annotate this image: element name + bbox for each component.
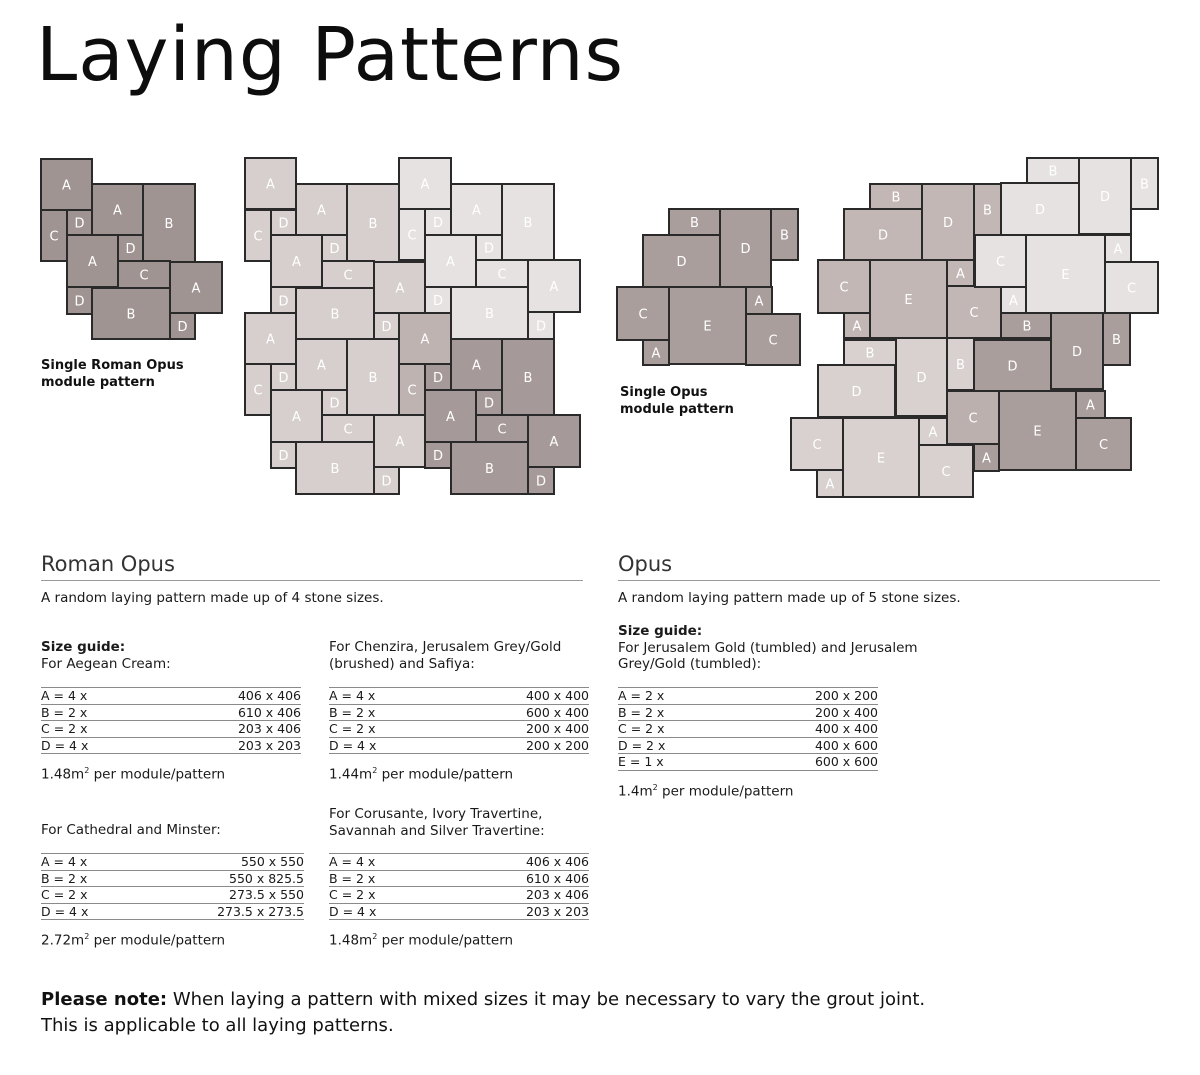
stone-size: 406 x 406: [153, 688, 301, 705]
stone-label: D: [916, 371, 927, 386]
stone-size: 200 x 400: [730, 704, 878, 721]
stone-count: B = 2 x: [329, 870, 441, 887]
stone-label: D: [278, 294, 289, 310]
note-line: [41, 987, 925, 1013]
table-row: [41, 704, 301, 721]
stone-label: E: [1061, 268, 1070, 283]
opus-tiled-diagram: [791, 158, 1158, 497]
stone-label: D: [432, 449, 444, 464]
stone-label: D: [851, 385, 862, 400]
note-label: Please note:: [41, 989, 168, 1010]
size-table-corusante: [329, 853, 589, 920]
stone-size: 400 x 400: [441, 688, 589, 705]
group-heading: For Cathedral and Minster:: [41, 822, 221, 838]
stone-label: A: [549, 435, 559, 450]
table-row: [618, 721, 878, 738]
stone-label: B: [523, 216, 533, 231]
stone-label: A: [1086, 398, 1095, 414]
stone-label: A: [191, 281, 201, 297]
roman-opus-tiled-diagram: [245, 158, 580, 494]
coverage-value: 1.4m: [618, 783, 653, 800]
coverage-text: per module/pattern: [657, 783, 794, 800]
size-table-opus: [618, 687, 878, 771]
stone-label: B: [1022, 319, 1032, 335]
stone-count: D = 4 x: [41, 737, 153, 754]
stone-label: B: [891, 190, 901, 206]
section-divider: [41, 580, 583, 581]
coverage-corusante: [329, 929, 513, 949]
table-row: [41, 887, 304, 904]
table-row: [41, 721, 301, 738]
group-heading: For Corusante, Ivory Travertine,: [329, 806, 543, 822]
stone-label: E: [904, 293, 913, 308]
stone-label: C: [638, 307, 648, 323]
stone-size: 610 x 406: [153, 704, 301, 721]
roman-group-corusante: [329, 806, 545, 839]
stone-label: E: [1033, 424, 1042, 440]
stone-label: A: [1113, 242, 1123, 258]
stone-count: A = 4 x: [329, 688, 441, 705]
stone-label: A: [982, 451, 991, 467]
coverage-value: 2.72m: [41, 932, 85, 949]
stone-label: A: [420, 332, 430, 348]
stone-label: B: [1140, 177, 1149, 193]
roman-group-aegean: [41, 639, 171, 672]
table-row: [329, 721, 589, 738]
size-guide-label: Size guide:: [41, 639, 126, 655]
stone-label: C: [1098, 438, 1109, 453]
roman-description: A random laying pattern made up of 4 stone sizes.: [41, 590, 384, 606]
stone-label: A: [113, 203, 122, 219]
stone-count: B = 2 x: [41, 704, 153, 721]
stone-label: D: [483, 241, 495, 257]
stone-count: D = 4 x: [329, 737, 441, 754]
stone-label: D: [877, 228, 889, 244]
stone-label: C: [969, 306, 979, 321]
coverage-unit-power: 2: [84, 766, 90, 775]
caption-line: module pattern: [41, 375, 155, 390]
coverage-value: 1.48m: [41, 766, 85, 783]
table-row: [618, 754, 878, 771]
stone-label: C: [968, 411, 978, 427]
table-row: [329, 887, 589, 904]
stone-label: D: [432, 216, 444, 231]
stone-count: A = 4 x: [41, 854, 134, 871]
coverage-aegean: [41, 763, 225, 783]
stone-size: 203 x 203: [153, 737, 301, 754]
stone-label: D: [278, 216, 289, 232]
stone-count: E = 1 x: [618, 754, 730, 771]
single-opus-diagram: [617, 209, 800, 365]
caption-line: Single Roman Opus: [41, 358, 184, 373]
stone-label: D: [432, 371, 444, 386]
stone-label: D: [278, 449, 289, 464]
coverage-chenzira: [329, 763, 513, 783]
stone-size: 273.5 x 550: [134, 887, 304, 904]
stone-label: A: [472, 358, 481, 374]
stone-count: A = 4 x: [41, 688, 153, 705]
stone-label: B: [983, 203, 992, 219]
coverage-unit-power: 2: [84, 932, 90, 941]
size-table-chenzira: [329, 687, 589, 754]
stone-label: D: [1007, 359, 1018, 375]
coverage-text: per module/pattern: [377, 932, 514, 949]
size-table-aegean: [41, 687, 301, 754]
stone-label: A: [928, 425, 938, 441]
stone-label: A: [651, 346, 661, 362]
stone-size: 600 x 600: [730, 754, 878, 771]
stone-size: 550 x 825.5: [134, 870, 304, 887]
table-row: [618, 704, 878, 721]
stone-size: 400 x 600: [730, 737, 878, 754]
stone-label: C: [941, 465, 951, 480]
table-row: [41, 854, 304, 871]
stone-label: C: [497, 267, 507, 283]
stone-size: 550 x 550: [134, 854, 304, 871]
stone-label: C: [497, 422, 507, 438]
stone-count: D = 4 x: [41, 903, 134, 920]
stone-label: A: [446, 255, 455, 270]
stone-label: B: [330, 462, 340, 477]
size-table-cathedral: [41, 853, 304, 920]
stone-label: D: [535, 319, 547, 335]
stone-label: C: [839, 280, 849, 296]
stone-label: C: [253, 383, 263, 399]
stone-count: B = 2 x: [329, 704, 441, 721]
stone-count: D = 4 x: [329, 903, 441, 920]
stone-label: C: [343, 268, 353, 284]
stone-count: B = 2 x: [41, 870, 134, 887]
group-heading: (brushed) and Safiya:: [329, 655, 475, 672]
stone-label: A: [292, 410, 301, 425]
stone-count: D = 2 x: [618, 737, 730, 754]
stone-label: D: [381, 474, 392, 490]
stone-label: C: [407, 228, 417, 244]
coverage-cathedral: [41, 929, 225, 949]
stone-label: D: [740, 242, 751, 257]
group-heading: Savannah and Silver Travertine:: [329, 822, 545, 839]
stone-size: 203 x 203: [441, 903, 589, 920]
stone-label: D: [329, 396, 340, 412]
note-line: This is applicable to all laying patterns.: [41, 1015, 394, 1036]
roman-group-cathedral: [41, 822, 221, 839]
stone-label: B: [126, 307, 136, 323]
stone-label: B: [956, 358, 965, 373]
stone-label: A: [317, 358, 326, 374]
stone-label: D: [1034, 203, 1046, 218]
coverage-opus: [618, 780, 793, 800]
stone-label: D: [74, 294, 85, 310]
stone-label: C: [812, 438, 822, 453]
table-row: [329, 854, 589, 871]
coverage-value: 1.48m: [329, 932, 373, 949]
stone-label: D: [329, 242, 340, 257]
stone-label: A: [266, 177, 275, 193]
table-row: [329, 688, 589, 705]
group-heading: For Aegean Cream:: [41, 655, 171, 672]
size-guide-label: Size guide:: [618, 623, 703, 639]
stone-label: C: [139, 268, 149, 284]
coverage-unit-power: 2: [652, 783, 658, 792]
stone-size: 610 x 406: [441, 870, 589, 887]
stone-label: A: [852, 319, 862, 335]
coverage-unit-power: 2: [372, 766, 378, 775]
stone-count: C = 2 x: [618, 721, 730, 738]
table-row: [618, 737, 878, 754]
stone-count: C = 2 x: [329, 721, 441, 738]
stone-label: A: [88, 255, 97, 270]
stone-label: D: [483, 396, 495, 412]
stone-label: A: [317, 203, 326, 219]
stone-label: A: [420, 177, 430, 193]
please-note: [41, 987, 925, 1039]
roman-group-chenzira: [329, 639, 561, 672]
coverage-text: per module/pattern: [89, 932, 226, 949]
caption-line: module pattern: [620, 402, 734, 417]
coverage-value: 1.44m: [329, 766, 373, 783]
roman-opus-heading: Roman Opus: [41, 552, 175, 576]
table-row: [41, 688, 301, 705]
stone-label: A: [292, 255, 301, 270]
stone-label: A: [956, 267, 965, 282]
stone-label: C: [995, 255, 1006, 270]
stone-label: B: [330, 307, 340, 323]
stone-label: B: [523, 371, 533, 386]
stone-label: B: [865, 346, 875, 362]
stone-label: B: [368, 217, 378, 232]
stone-size: 406 x 406: [441, 854, 589, 871]
opus-description: A random laying pattern made up of 5 stone sizes.: [618, 590, 961, 606]
stone-label: D: [74, 216, 85, 232]
stone-size: 200 x 200: [441, 737, 589, 754]
group-heading: Grey/Gold (tumbled):: [618, 656, 762, 672]
coverage-text: per module/pattern: [89, 766, 226, 783]
stone-label: D: [177, 320, 188, 335]
stone-label: A: [62, 178, 71, 194]
coverage-text: per module/pattern: [377, 766, 514, 783]
stone-label: A: [754, 294, 764, 310]
group-heading: For Jerusalem Gold (tumbled) and Jerusalem: [618, 639, 918, 656]
stone-count: C = 2 x: [41, 887, 134, 904]
stone-size: 273.5 x 273.5: [134, 903, 304, 920]
section-divider: [618, 580, 1160, 581]
stone-label: A: [1009, 294, 1018, 309]
page-title: Laying Patterns: [36, 12, 625, 98]
stone-count: B = 2 x: [618, 704, 730, 721]
stone-label: B: [1048, 164, 1058, 180]
stone-label: B: [690, 216, 699, 231]
stone-label: D: [432, 294, 444, 309]
stone-size: 200 x 400: [441, 721, 589, 738]
stone-label: E: [703, 319, 712, 335]
table-row: [41, 903, 304, 920]
stone-label: D: [1071, 345, 1083, 360]
stone-label: D: [535, 474, 547, 490]
stone-label: A: [266, 332, 275, 348]
stone-count: C = 2 x: [329, 887, 441, 904]
table-row: [41, 737, 301, 754]
single-opus-caption: [620, 384, 734, 418]
stone-label: B: [485, 462, 494, 477]
opus-group-jerusalem: [618, 623, 918, 673]
stone-label: D: [676, 255, 687, 270]
stone-label: D: [1099, 190, 1111, 205]
stone-label: E: [876, 451, 886, 467]
group-heading: For Chenzira, Jerusalem Grey/Gold: [329, 639, 562, 655]
stone-label: C: [49, 229, 59, 245]
table-row: [329, 870, 589, 887]
stone-label: D: [942, 216, 954, 231]
stone-label: C: [343, 422, 353, 438]
stone-size: 400 x 400: [730, 721, 878, 738]
stone-size: 600 x 400: [441, 704, 589, 721]
coverage-unit-power: 2: [372, 932, 378, 941]
stone-label: D: [381, 320, 392, 335]
single-roman-caption: [41, 357, 184, 391]
stone-label: A: [549, 280, 559, 295]
single-roman-opus-diagram: [41, 159, 222, 339]
stone-label: A: [825, 477, 835, 493]
stone-label: B: [485, 307, 494, 322]
stone-count: C = 2 x: [41, 721, 153, 738]
stone-label: C: [768, 333, 778, 349]
stone-label: A: [446, 410, 455, 425]
stone-label: A: [472, 203, 481, 219]
stone-label: C: [407, 383, 417, 399]
stone-label: A: [395, 435, 405, 450]
stone-label: D: [278, 371, 289, 386]
stone-label: C: [253, 229, 263, 245]
caption-line: Single Opus: [620, 385, 708, 400]
table-row: [329, 903, 589, 920]
stone-label: B: [1112, 333, 1121, 348]
table-row: [329, 704, 589, 721]
stone-label: D: [125, 242, 136, 257]
opus-heading: Opus: [618, 552, 673, 576]
stone-label: C: [1126, 281, 1137, 297]
stone-size: 200 x 200: [730, 688, 878, 705]
stone-label: B: [368, 371, 378, 386]
stone-label: A: [395, 281, 405, 297]
stone-count: A = 4 x: [329, 854, 441, 871]
table-row: [618, 688, 878, 705]
stone-size: 203 x 406: [441, 887, 589, 904]
note-text: When laying a pattern with mixed sizes it may be necessary to vary the grout joint.: [167, 989, 926, 1010]
stone-count: A = 2 x: [618, 688, 730, 705]
table-row: [329, 737, 589, 754]
stone-size: 203 x 406: [153, 721, 301, 738]
table-row: [41, 870, 304, 887]
stone-label: B: [164, 217, 174, 232]
stone-label: B: [780, 228, 789, 244]
